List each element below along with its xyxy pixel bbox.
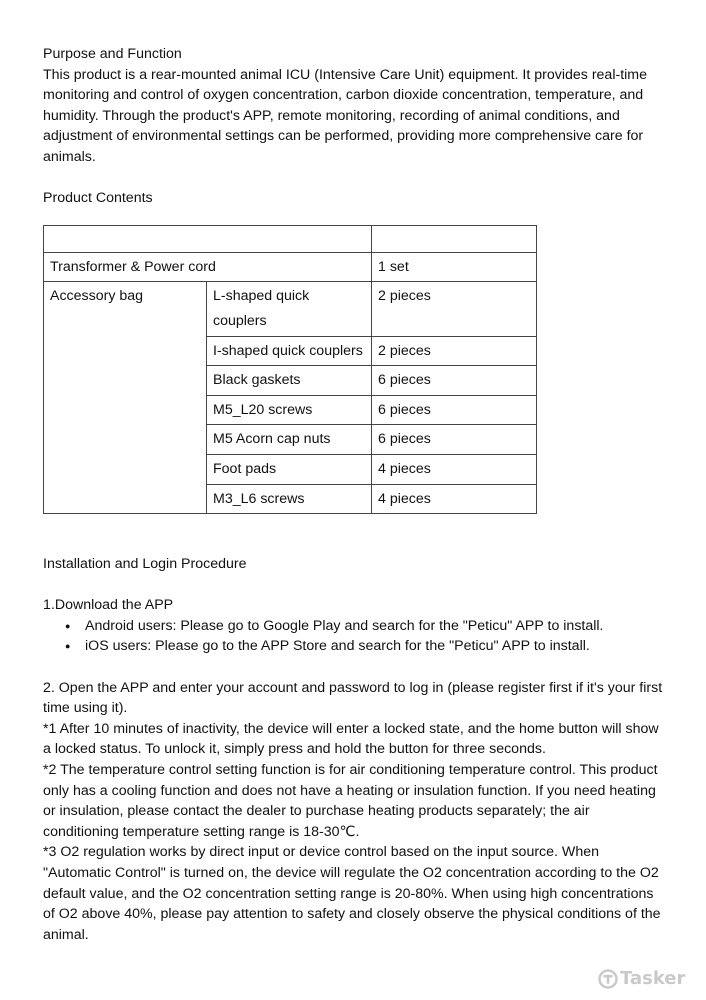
table-cell-item: Transformer & Power cord [44,252,372,282]
table-cell-qty: 4 pieces [372,454,537,484]
tasker-logo-icon [598,969,618,989]
table-cell-item: Foot pads [207,454,372,484]
table-cell-item: M3_L6 screws [207,484,372,514]
watermark-text: Tasker [620,968,686,989]
table-cell-item: I-shaped quick couplers [207,336,372,366]
table-cell-item: M5 Acorn cap nuts [207,425,372,455]
step1-bullets [43,616,668,657]
step1-title: 1.Download the APP [43,597,174,614]
header-cell-qty [372,225,537,252]
table-cell-item: L-shaped quick couplers [207,282,372,336]
tasker-watermark [598,968,685,989]
table-row [44,282,537,336]
table-row [44,252,537,282]
list-item: ● iOS users: Please go to the APP Store and search for the "Peticu" APP to install. [85,636,668,657]
table-cell-qty: 2 pieces [372,282,537,336]
list-item: ● Android users: Please go to Google Play and search for the "Peticu" APP to install. [85,616,668,637]
purpose-heading: Purpose and Function [43,46,182,62]
accessory-bag-cell: Accessory bag [44,282,207,514]
purpose-body: This product is a rear-mounted animal ICU (Intensive Care Unit) equipment. It provides real-time monitoring and control of oxygen concentration, carbon dioxide concentration, temperature, and humidity. Through the product's APP, remote monitoring, recording of animal conditions, and adjustment of environmental settings can be performed, providing more comprehensive care for animals. [43,66,648,165]
install-heading: Installation and Login Procedure [43,556,247,573]
note-3: *3 O2 regulation works by direct input or device control based on the input source. When "Automatic Control" is turned on, the device will regulate the O2 concentration according to the O2 default value, and the O2 concentration setting range is 20-80%. When using high concentrations of O2 above 40%, please pay attention to safety and closely observe the physical conditions of the animal. [43,844,661,943]
step2-text: 2. Open the APP and enter your account and password to log in (please register first if it's your first time using it). [43,679,663,717]
note-2: *2 The temperature control setting function is for air conditioning temperature control. This product only has a cooling function and does not have a heating or insulation function. If you need heating or insulation, please contact the dealer to purchase heating products separately; the air conditioning temperature setting range is 18-30℃. [43,762,658,840]
table-cell-qty: 1 set [372,252,537,282]
table-header-row [44,225,537,252]
contents-heading: Product Contents [43,190,153,207]
header-cell-item [44,225,372,252]
table-cell-qty: 4 pieces [372,484,537,514]
document-page [43,44,668,945]
table-cell-item: M5_L20 screws [207,395,372,425]
note-1: *1 After 10 minutes of inactivity, the device will enter a locked state, and the home button will show a locked status. To unlock it, simply press and hold the button for three seconds. [43,720,659,758]
table-cell-item: Black gaskets [207,366,372,396]
table-cell-qty: 6 pieces [372,366,537,396]
table-cell-qty: 2 pieces [372,336,537,366]
table-cell-qty: 6 pieces [372,395,537,425]
product-contents-table [43,225,537,514]
table-cell-qty: 6 pieces [372,425,537,455]
